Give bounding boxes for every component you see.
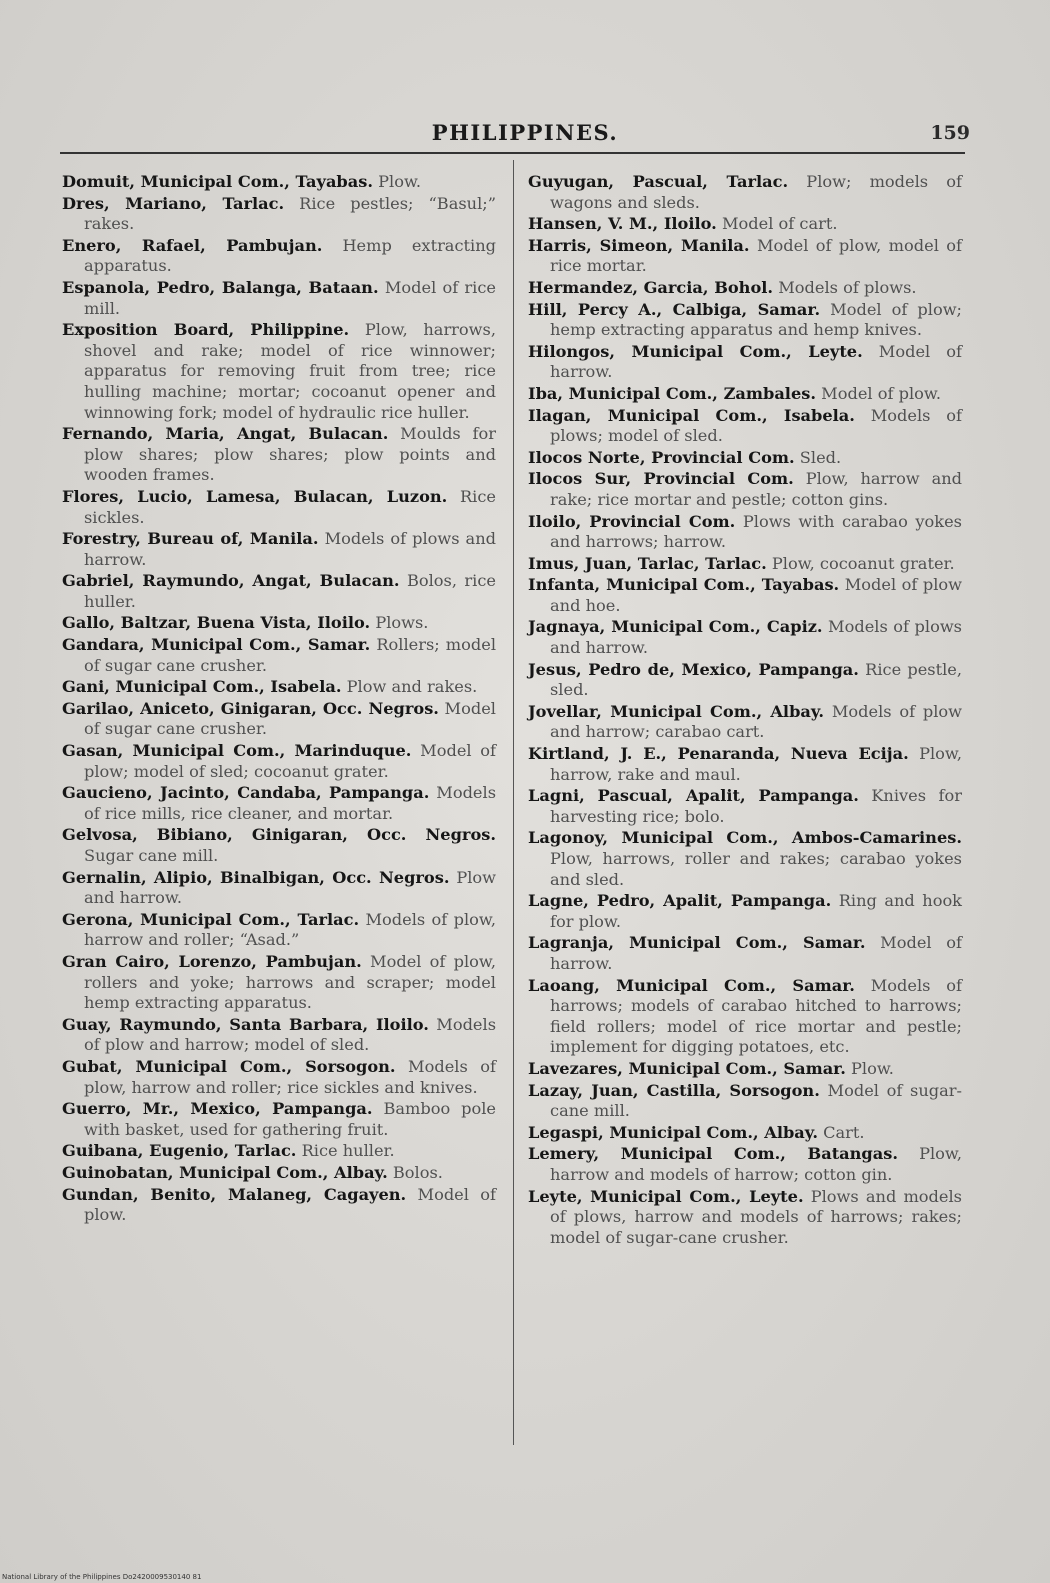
entry-description: Knives for harvesting rice; bolo. bbox=[550, 786, 962, 826]
entry-name: Gundan, Benito, Malaneg, Cagayen. bbox=[62, 1184, 407, 1204]
entry-description: Plow, harrow, rake and maul. bbox=[550, 744, 962, 784]
entry bbox=[62, 1015, 496, 1056]
entry-description: Moulds for plow shares; plow shares; plow points and wooden frames. bbox=[84, 424, 496, 485]
entry-description: Plow, harrow and models of harrow; cotton gin. bbox=[550, 1144, 962, 1184]
entry-description: Models of plow, harrow and roller; rice sickles and knives. bbox=[84, 1056, 496, 1097]
entry-description: Models of plow and harrow; carabao cart. bbox=[550, 701, 963, 742]
entry bbox=[62, 571, 496, 612]
entry-description: Models of harrows; models of carabao hitched to harrows; field rollers; model of rice mortar and pestle; implement for digging potatoes, etc. bbox=[550, 975, 962, 1057]
entry-name: Gerona, Municipal Com., Tarlac. bbox=[62, 909, 360, 929]
entry-description: Rice huller. bbox=[301, 1141, 395, 1161]
entry-name: Gran Cairo, Lorenzo, Pambujan. bbox=[62, 951, 362, 971]
entry bbox=[62, 783, 496, 824]
entry-description: Bolos. bbox=[392, 1162, 443, 1182]
entry bbox=[528, 1187, 962, 1249]
entry-description: Plow, harrow and rake; rice mortar and pestle; cotton gins. bbox=[550, 469, 963, 509]
entry bbox=[62, 194, 496, 235]
entry-name: Forestry, Bureau of, Manila. bbox=[62, 529, 319, 549]
entry bbox=[528, 891, 962, 932]
entry-name: Lazay, Juan, Castilla, Sorsogon. bbox=[528, 1080, 820, 1100]
entry bbox=[528, 933, 962, 974]
entry bbox=[528, 214, 962, 235]
entry-name: Gasan, Municipal Com., Marinduque. bbox=[62, 741, 412, 761]
entry-description: Plow, cocoanut grater. bbox=[771, 553, 955, 573]
entry bbox=[528, 384, 962, 405]
entry bbox=[528, 278, 962, 299]
entry-name: Iloilo, Provincial Com. bbox=[528, 511, 736, 531]
entry-description: Models of plows and harrow. bbox=[84, 529, 496, 569]
entry-name: Jagnaya, Municipal Com., Capiz. bbox=[528, 617, 823, 637]
entry bbox=[62, 1057, 496, 1098]
entry bbox=[62, 677, 496, 698]
entry-name: Lagni, Pascual, Apalit, Pampanga. bbox=[528, 786, 859, 806]
entry-description: Model of harrow. bbox=[550, 341, 963, 382]
entry-name: Gallo, Baltzar, Buena Vista, Iloilo. bbox=[62, 613, 371, 633]
entry bbox=[528, 1081, 962, 1122]
entry-name: Lagne, Pedro, Apalit, Pampanga. bbox=[528, 891, 832, 911]
entry-description: Model of plow, model of rice mortar. bbox=[550, 235, 962, 276]
entry-name: Gernalin, Alipio, Binalbigan, Occ. Negros. bbox=[62, 867, 450, 887]
entry bbox=[528, 575, 962, 616]
entry bbox=[528, 786, 962, 827]
entry bbox=[528, 828, 962, 890]
entry bbox=[62, 1185, 496, 1226]
entry bbox=[62, 699, 496, 740]
entry bbox=[528, 1144, 962, 1185]
entry bbox=[528, 660, 962, 701]
entry-description: Hemp extracting apparatus. bbox=[84, 235, 496, 276]
entry-description: Ring and hook for plow. bbox=[550, 891, 962, 931]
entry bbox=[528, 342, 962, 383]
entry-description: Rice sickles. bbox=[84, 486, 496, 527]
entry-description: Rice pestles; “Basul;” rakes. bbox=[84, 193, 496, 234]
entry-name: Kirtland, J. E., Penaranda, Nueva Ecija. bbox=[528, 744, 909, 764]
entry-description: Model of sugar-cane mill. bbox=[550, 1080, 962, 1121]
entry-description: Model of plow; model of sled; cocoanut grater. bbox=[84, 741, 496, 781]
entry-name: Ilocos Sur, Provincial Com. bbox=[528, 469, 794, 489]
entry-description: Plow. bbox=[851, 1058, 894, 1078]
entry-description: Model of plow; hemp extracting apparatus and hemp knives. bbox=[550, 299, 963, 340]
entry-description: Model of rice mill. bbox=[84, 277, 496, 318]
entry-name: Domuit, Municipal Com., Tayabas. bbox=[62, 172, 373, 191]
entry-description: Model of plow. bbox=[821, 383, 942, 403]
entry-description: Models of plows and harrow. bbox=[550, 617, 962, 658]
entry bbox=[62, 868, 496, 909]
entry bbox=[528, 172, 962, 213]
entry-description: Sugar cane mill. bbox=[84, 846, 219, 865]
entry-name: Leyte, Municipal Com., Leyte. bbox=[528, 1186, 804, 1206]
entry-name: Guibana, Eugenio, Tarlac. bbox=[62, 1141, 297, 1161]
page-title: PHILIPPINES. bbox=[431, 120, 619, 145]
entry-name: Fernando, Maria, Angat, Bulacan. bbox=[62, 424, 389, 444]
entry-description: Model of harrow. bbox=[550, 933, 963, 973]
entry-description: Sled. bbox=[799, 447, 842, 467]
entry-name: Hill, Percy A., Calbiga, Samar. bbox=[528, 299, 821, 319]
entry-name: Lemery, Municipal Com., Batangas. bbox=[528, 1144, 898, 1164]
entry-name: Hilongos, Municipal Com., Leyte. bbox=[528, 341, 863, 361]
entry-name: Espanola, Pedro, Balanga, Bataan. bbox=[62, 277, 379, 297]
entry-name: Laoang, Municipal Com., Samar. bbox=[528, 975, 855, 995]
entry-description: Bolos, rice huller. bbox=[84, 571, 496, 611]
entry-description: Plow; models of wagons and sleds. bbox=[550, 172, 962, 212]
entry bbox=[528, 976, 962, 1058]
entry-name: Lavezares, Municipal Com., Samar. bbox=[528, 1058, 846, 1078]
entry-description: Rice pestle, sled. bbox=[550, 659, 962, 700]
entry-name: Imus, Juan, Tarlac, Tarlac. bbox=[528, 553, 767, 573]
entry-description: Plow and harrow. bbox=[84, 867, 496, 908]
entry-name: Exposition Board, Philippine. bbox=[62, 320, 350, 340]
entry-description: Models of plow and harrow; model of sled. bbox=[84, 1014, 496, 1055]
entry bbox=[528, 1059, 962, 1080]
entry bbox=[528, 744, 962, 785]
entry-name: Gandara, Municipal Com., Samar. bbox=[62, 635, 371, 655]
entry bbox=[62, 487, 496, 528]
entry-description: Bamboo pole with basket, used for gathering fruit. bbox=[84, 1099, 496, 1139]
entry bbox=[62, 1163, 496, 1184]
entry bbox=[528, 406, 962, 447]
entry-description: Plow, harrows, roller and rakes; carabao yokes and sled. bbox=[550, 849, 962, 889]
entry-name: Hansen, V. M., Iloilo. bbox=[528, 214, 717, 234]
entry-description: Plow, harrows, shovel and rake; model of rice winnower; apparatus for removing fruit from tree; rice hulling machine; mortar; cocoanut opener and winnowing fork; model of hydraulic rice huller. bbox=[84, 320, 496, 422]
entry-name: Lagonoy, Municipal Com., Ambos-Camarines. bbox=[528, 828, 962, 848]
entry-description: Models of plows; model of sled. bbox=[550, 405, 962, 446]
entry-name: Enero, Rafael, Pambujan. bbox=[62, 235, 323, 255]
entry-description: Plow. bbox=[378, 172, 422, 191]
entry bbox=[62, 741, 496, 782]
entry bbox=[62, 910, 496, 951]
entry-description: Model of cart. bbox=[721, 214, 838, 234]
entry-description: Models of rice mills, rice cleaner, and mortar. bbox=[84, 783, 496, 823]
entry-name: Dres, Mariano, Tarlac. bbox=[62, 193, 285, 213]
entry-description: Plows and models of plows, harrow and models of harrows; rakes; model of sugar-cane crusher. bbox=[550, 1186, 962, 1247]
entry bbox=[528, 702, 962, 743]
entry bbox=[62, 1099, 496, 1140]
entry bbox=[528, 448, 962, 469]
entry-description: Rollers; model of sugar cane crusher. bbox=[84, 635, 496, 675]
header-rule bbox=[60, 152, 965, 154]
entry-name: Gubat, Municipal Com., Sorsogon. bbox=[62, 1056, 396, 1076]
entry bbox=[528, 512, 962, 553]
entry-name: Guay, Raymundo, Santa Barbara, Iloilo. bbox=[62, 1014, 429, 1034]
entry-description: Plow and rakes. bbox=[346, 677, 478, 697]
entry-name: Iba, Municipal Com., Zambales. bbox=[528, 383, 817, 403]
entry-name: Gaucieno, Jacinto, Candaba, Pampanga. bbox=[62, 783, 430, 803]
entry-name: Infanta, Municipal Com., Tayabas. bbox=[528, 575, 840, 595]
entry-name: Harris, Simeon, Manila. bbox=[528, 235, 750, 255]
entry bbox=[62, 529, 496, 570]
entry bbox=[62, 236, 496, 277]
entry-name: Ilagan, Municipal Com., Isabela. bbox=[528, 405, 855, 425]
entry bbox=[528, 469, 962, 510]
entry-name: Gelvosa, Bibiano, Ginigaran, Occ. Negros. bbox=[62, 825, 496, 845]
entry-name: Jovellar, Municipal Com., Albay. bbox=[528, 701, 825, 721]
entry-name: Ilocos Norte, Provincial Com. bbox=[528, 447, 795, 467]
entry-description: Plows with carabao yokes and harrows; harrow. bbox=[550, 511, 962, 552]
entry-name: Guyugan, Pascual, Tarlac. bbox=[528, 172, 789, 191]
entry-name: Jesus, Pedro de, Mexico, Pampanga. bbox=[528, 659, 859, 679]
entry-description: Models of plow, harrow and roller; “Asad.” bbox=[84, 909, 496, 950]
page-number: 159 bbox=[930, 122, 970, 144]
entry bbox=[62, 613, 496, 634]
entry bbox=[62, 424, 496, 486]
entry-name: Garilao, Aniceto, Ginigaran, Occ. Negros. bbox=[62, 698, 439, 718]
entry bbox=[62, 172, 496, 193]
entry-description: Plows. bbox=[375, 613, 429, 633]
column-divider bbox=[513, 160, 514, 1445]
entry-description: Model of plow, rollers and yoke; harrows and scraper; model hemp extracting apparatus. bbox=[84, 951, 496, 1013]
entry-description: Model of plow and hoe. bbox=[550, 575, 963, 615]
entry-name: Guinobatan, Municipal Com., Albay. bbox=[62, 1162, 388, 1182]
entry bbox=[528, 617, 962, 658]
entry bbox=[62, 278, 496, 319]
entry-name: Gabriel, Raymundo, Angat, Bulacan. bbox=[62, 571, 400, 591]
entry-description: Cart. bbox=[823, 1122, 865, 1142]
entry bbox=[528, 236, 962, 277]
entry bbox=[62, 952, 496, 1014]
entry bbox=[528, 300, 962, 341]
entry bbox=[62, 635, 496, 676]
entry-name: Guerro, Mr., Mexico, Pampanga. bbox=[62, 1099, 373, 1119]
entry-description: Model of plow. bbox=[84, 1184, 496, 1225]
entry bbox=[62, 1141, 496, 1162]
entry bbox=[528, 1123, 962, 1144]
entry-description: Model of sugar cane crusher. bbox=[84, 698, 496, 739]
left-column bbox=[62, 172, 496, 1227]
entry-name: Lagranja, Municipal Com., Samar. bbox=[528, 933, 866, 953]
entry-name: Hermandez, Garcia, Bohol. bbox=[528, 277, 774, 297]
entry-name: Gani, Municipal Com., Isabela. bbox=[62, 677, 342, 697]
entry bbox=[62, 825, 496, 866]
right-column bbox=[528, 172, 962, 1249]
entry-name: Legaspi, Municipal Com., Albay. bbox=[528, 1122, 818, 1142]
entry bbox=[62, 320, 496, 423]
entry-description: Models of plows. bbox=[778, 277, 917, 297]
footer-library-stamp: National Library of the Philippines Do2420009530140 81 bbox=[2, 1573, 202, 1581]
entry-name: Flores, Lucio, Lamesa, Bulacan, Luzon. bbox=[62, 486, 448, 506]
entry bbox=[528, 554, 962, 575]
